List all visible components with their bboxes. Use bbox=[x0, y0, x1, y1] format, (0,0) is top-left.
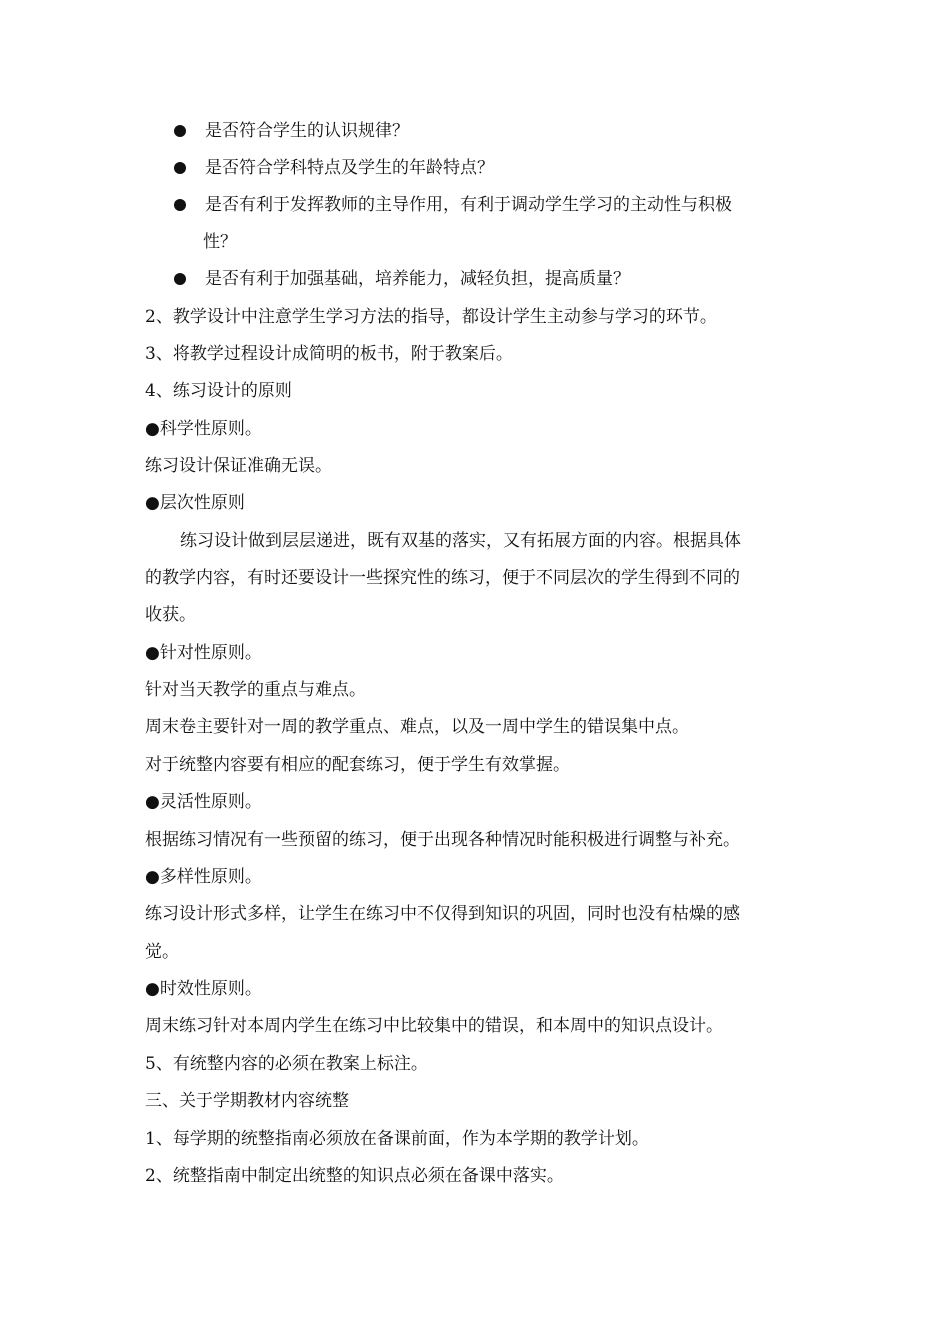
bullet-item: 是否符合学科特点及学生的年龄特点？ bbox=[205, 158, 494, 178]
paragraph: 的教学内容，有时还要设计一些探究性的练习，便于不同层次的学生得到不同的 bbox=[145, 568, 740, 588]
paragraph: 针对当天教学的重点与难点。 bbox=[145, 680, 366, 700]
paragraph: 5、有统整内容的必须在教案上标注。 bbox=[145, 1054, 428, 1074]
bullet-item: 是否符合学生的认识规律？ bbox=[205, 121, 409, 141]
principle-heading: ●层次性原则 bbox=[145, 493, 245, 513]
principle-heading: ●时效性原则。 bbox=[145, 979, 262, 999]
bullet-item: 是否有利于加强基础，培养能力，减轻负担，提高质量？ bbox=[205, 269, 630, 289]
principle-heading: ●针对性原则。 bbox=[145, 643, 262, 663]
bullet-dot bbox=[174, 162, 186, 174]
paragraph: 根据练习情况有一些预留的练习，便于出现各种情况时能积极进行调整与补充。 bbox=[145, 830, 740, 850]
principle-heading: ●灵活性原则。 bbox=[145, 792, 262, 812]
bullet-dot bbox=[174, 125, 186, 137]
paragraph: 2、教学设计中注意学生学习方法的指导，都设计学生主动参与学习的环节。 bbox=[145, 307, 717, 327]
paragraph: 觉。 bbox=[145, 942, 179, 962]
paragraph: 练习设计保证准确无误。 bbox=[145, 456, 332, 476]
paragraph: 周末练习针对本周内学生在练习中比较集中的错误，和本周中的知识点设计。 bbox=[145, 1016, 723, 1036]
paragraph: 1、每学期的统整指南必须放在备课前面，作为本学期的教学计划。 bbox=[145, 1129, 649, 1149]
bullet-dot bbox=[174, 199, 186, 211]
paragraph: 2、统整指南中制定出统整的知识点必须在备课中落实。 bbox=[145, 1166, 564, 1186]
paragraph: 3、将教学过程设计成简明的板书，附于教案后。 bbox=[145, 344, 513, 364]
paragraph: 周末卷主要针对一周的教学重点、难点，以及一周中学生的错误集中点。 bbox=[145, 717, 689, 737]
bullet-item-continuation: 性？ bbox=[203, 232, 237, 252]
section-heading: 三、关于学期教材内容统整 bbox=[145, 1091, 349, 1111]
principle-heading: ●多样性原则。 bbox=[145, 867, 262, 887]
paragraph: 收获。 bbox=[145, 605, 196, 625]
bullet-item: 是否有利于发挥教师的主导作用，有利于调动学生学习的主动性与积极 bbox=[205, 195, 732, 215]
paragraph: 对于统整内容要有相应的配套练习，便于学生有效掌握。 bbox=[145, 755, 570, 775]
paragraph: 练习设计形式多样，让学生在练习中不仅得到知识的巩固，同时也没有枯燥的感 bbox=[145, 904, 740, 924]
bullet-dot bbox=[174, 273, 186, 285]
principle-heading: ●科学性原则。 bbox=[145, 419, 262, 439]
section-heading: 4、练习设计的原则 bbox=[145, 381, 292, 401]
paragraph: 练习设计做到层层递进，既有双基的落实，又有拓展方面的内容。根据具体 bbox=[180, 531, 741, 551]
